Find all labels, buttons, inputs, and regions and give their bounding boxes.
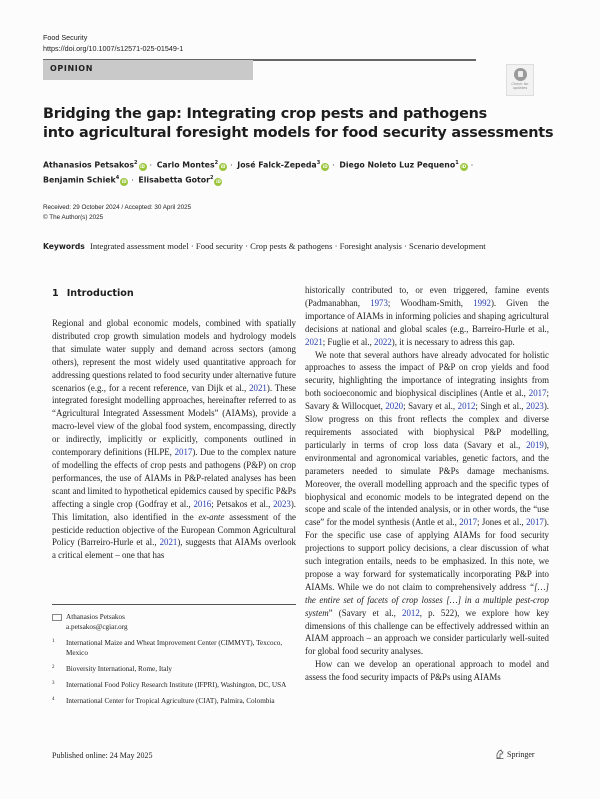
text-run: ; Singh et al.,	[475, 401, 527, 412]
keywords-text: Integrated assessment model · Food security · Crop pests & pathogens · Foresight analysis · Scenario development	[89, 241, 486, 251]
text-run: ), it is necessary to adress this gap.	[391, 336, 515, 347]
citation-link[interactable]: 1992	[473, 297, 491, 308]
affiliation-number: 2	[52, 665, 55, 670]
springer-horse-icon	[496, 749, 504, 759]
check-updates-text-1: Check for	[511, 82, 529, 86]
author-name[interactable]: Benjamin Schiek	[43, 175, 116, 185]
affiliation-mark: 2	[209, 175, 214, 182]
affiliation	[52, 680, 296, 690]
orcid-icon[interactable]: iD	[322, 163, 328, 169]
citation-link[interactable]: 1973	[370, 297, 388, 308]
orcid-icon[interactable]: iD	[121, 178, 127, 184]
author-separator: ·	[149, 160, 152, 170]
citation-link[interactable]: 2021	[305, 336, 323, 347]
affiliation-mark: 2	[134, 160, 138, 166]
journal-name: Food Security	[43, 33, 88, 42]
author-name[interactable]: Athanasios Petsakos	[43, 160, 135, 170]
paragraph	[305, 658, 549, 684]
doi-link[interactable]: https://doi.org/10.1007/s12571-025-01549-1	[43, 44, 184, 53]
publisher-name: Springer	[507, 749, 535, 759]
paragraph	[52, 317, 296, 562]
footnotes	[52, 612, 296, 712]
text-run: ; Savary & Willocquet,	[305, 388, 549, 412]
text-run: ; Fuglie et al.,	[322, 336, 375, 347]
text-run: ; Woodham-Smith,	[387, 297, 474, 308]
citation-link[interactable]: 2017	[526, 517, 544, 528]
text-run: , p. 522), we explore how key dimensions of this challenge can be effectively addressed within an AIAM approach – an approach we consider particularly well-suited for global food security analyses.	[305, 607, 550, 657]
italic-text: ex-ante	[198, 511, 225, 522]
author-name[interactable]: Diego Noleto Luz Pequeno	[339, 160, 456, 170]
text-run: ). These integrated foresight modelling approaches, hereinafter referred to as “Agricultural Integrated Assessment Models” (AIAMs), provide a macro-level view of the global food system, encompassing, directly or indirectly, implicitly or explicitly, components outlined in contemporary definitions (HLPE,	[52, 382, 296, 458]
received-accepted: Received: 29 October 2024 / Accepted: 30 April 2025	[43, 204, 192, 211]
journal-header	[43, 32, 183, 54]
affiliation	[52, 696, 296, 706]
orcid-icon[interactable]: iD	[140, 163, 145, 169]
footnote-rule	[52, 604, 296, 605]
affiliation	[52, 638, 296, 658]
corresponding-author	[52, 612, 296, 632]
citation-link[interactable]: 2012	[457, 401, 476, 412]
citation-link[interactable]: 2023	[526, 401, 544, 412]
affiliation-mark: 1	[455, 160, 459, 166]
text-run: We note that several authors have already advocated for holistic approaches to assess the impact of P&P on crop yields and food security, highlighting the importance of integrating insights from both socioeconomic and biophysical disciplines (Antle et al.,	[305, 349, 549, 399]
title-line: Bridging the gap: Integrating crop pests and pathogens	[43, 106, 488, 122]
envelope-icon	[52, 614, 62, 621]
orcid-icon[interactable]: iD	[461, 163, 467, 169]
citation-link[interactable]: 2017	[174, 447, 193, 458]
orcid-icon[interactable]: iD	[216, 178, 221, 184]
text-run: historically contributed to, or even triggered, famine events (Padmanabhan,	[305, 285, 549, 308]
corresponding-email[interactable]: a.petsakos@cgiar.org	[66, 623, 128, 631]
citation-link[interactable]: 2016	[193, 498, 212, 509]
text-run: assessment of the pesticide reduction objective of the European Common Agricultural Policy (Barreiro-Hurle et al.,	[52, 511, 296, 548]
published-date: Published online: 24 May 2025	[52, 751, 153, 760]
affiliation-number: 4	[52, 697, 55, 702]
text-run: ). This limitation, also identified in the	[52, 498, 296, 522]
title-line: into agricultural foresight models for food security assessments	[43, 125, 554, 141]
orcid-icon[interactable]: iD	[220, 163, 226, 169]
text-run: ” (Savary et al.,	[328, 607, 403, 618]
article-title	[43, 105, 563, 143]
affiliation-text: International Center for Tropical Agriculture (CIAT), Palmira, Colombia	[66, 697, 275, 705]
copyright: © The Author(s) 2025	[43, 213, 104, 221]
check-updates-text-2: updates	[512, 86, 528, 90]
publisher-logo[interactable]	[496, 749, 535, 759]
keywords-label: Keywords	[43, 242, 85, 251]
left-column	[52, 317, 296, 562]
citation-link[interactable]: 2019	[526, 439, 544, 450]
article-type-label: OPINION	[50, 64, 94, 73]
check-updates-icon	[514, 68, 527, 81]
section-number: 1	[52, 288, 59, 299]
text-run: ), suggests that AIAMs overlook a critical element – one that has	[52, 537, 296, 561]
affiliation-mark: 2	[214, 160, 219, 166]
affiliation-mark: 3	[316, 160, 321, 166]
citation-link[interactable]: 2021	[249, 382, 267, 393]
text-run: Regional and global economic models, combined with spatially distributed crop growth simulation models and hydrology models that simulate water supply and demand across sectors (among others), represent the most widely used quantitative approach for addressing questions related to food security under alternative future scenarios (e.g., for a recent reference, van Dijk et al.,	[52, 318, 296, 393]
italic-quote: “[…] the entire set of facets of crop losses […] in a multiple pest-crop system	[305, 581, 549, 618]
affiliation	[52, 664, 296, 674]
citation-link[interactable]: 2023	[273, 498, 291, 509]
author-separator: ·	[230, 160, 233, 170]
citation-link[interactable]: 2020	[385, 401, 404, 412]
text-run: ). Slow progress on this front reflects the complex and diverse requirements associated with biophysical P&P modelling, particularly in terms of crop loss data (Savary et al.,	[305, 401, 549, 450]
check-for-updates-button[interactable]	[506, 64, 534, 96]
article-dates	[43, 203, 191, 222]
paragraph	[305, 284, 549, 349]
text-run: ). For the specific use case of applying AIAMs for food security projections to support policy decisions, a clear discussion of what such integration entails, needs to be emphasized. In this note, we propose a way forward for systematically incorporating P&P into AIAMs. While we do not claim to comprehensively address	[305, 517, 549, 592]
author-separator: ·	[332, 160, 335, 170]
text-run: ). Due to the complex nature of modelling the effects of crop pests and pathogens (P&P) on crop performances, the use of AIAMs in P&P-related analyses has been scant and limited to hypothetical epidemics caused by specific P&Ps affecting a single crop (Godfray et al.,	[52, 447, 296, 509]
author-separator: ·	[470, 160, 474, 170]
citation-link[interactable]: 2012	[402, 607, 420, 618]
affiliation-mark: 4	[115, 175, 120, 182]
citation-link[interactable]: 2017	[459, 517, 478, 528]
author-list	[43, 157, 563, 187]
affiliation-text: International Food Policy Research Institute (IFPRI), Washington, DC, USA	[66, 681, 287, 689]
affiliation-number: 1	[52, 639, 55, 644]
citation-link[interactable]: 2022	[374, 336, 392, 347]
text-run: ; Petsakos et al.,	[211, 498, 274, 509]
text-run: ; Jones et al.,	[477, 517, 527, 528]
author-name[interactable]: José Falck-Zepeda	[237, 160, 317, 170]
section-heading	[52, 288, 134, 299]
citation-link[interactable]: 2017	[528, 388, 547, 399]
affiliation-number: 3	[52, 681, 55, 686]
citation-link[interactable]: 2021	[159, 537, 178, 548]
text-run: ), environmental and agronomical variables, genetic factors, and the parameters needed to simulate P&Ps damage mechanisms. Moreover, the overall modelling approach and the specific types of biophysical and economic models to be integrated depend on the scope and scale of the intended analysis, or in other words, the “use case” for the model synthesis (Antle et al.,	[305, 439, 549, 528]
keywords	[43, 240, 513, 254]
text-run: How can we develop an operational approach to model and assess the food security impacts of P&Ps using AIAMs	[305, 659, 549, 683]
affiliation-text: International Maize and Wheat Improvement Center (CIMMYT), Texcoco, Mexico	[66, 639, 283, 657]
section-title: Introduction	[66, 288, 134, 299]
author-separator: ·	[131, 175, 134, 185]
author-name[interactable]: Elisabetta Gotor	[138, 175, 210, 185]
text-run: ; Savary et al.,	[403, 401, 458, 412]
author-name[interactable]: Carlo Montes	[156, 160, 215, 170]
right-column	[305, 284, 549, 684]
affiliation-text: Bioversity International, Rome, Italy	[66, 665, 172, 673]
text-run: ). Given the importance of AIAMs in informing policies and shaping agricultural decisions at national and global scales (e.g., Barreiro-Hurle et al.,	[305, 297, 549, 334]
paragraph	[305, 349, 549, 659]
corresponding-name: Athanasios Petsakos	[66, 613, 125, 621]
